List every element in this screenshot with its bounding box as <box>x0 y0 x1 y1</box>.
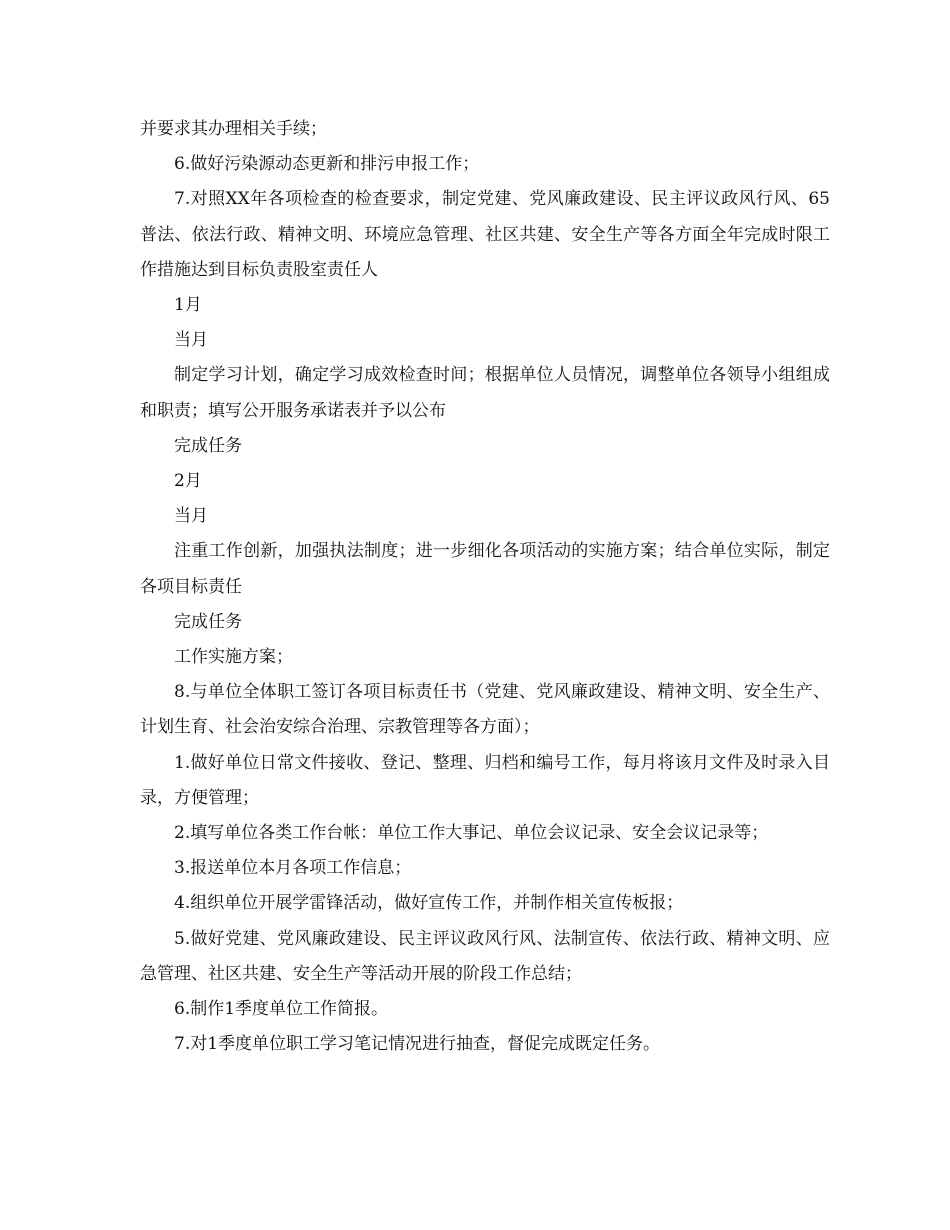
paragraph-item-5-summary: 5.做好党建、党风廉政建设、民主评议政风行风、法制宣传、依法行政、精神文明、应急管理、社区共建、安全生产等活动开展的阶段工作总结； <box>140 928 830 984</box>
paragraph-item-1-documents: 1.做好单位日常文件接收、登记、整理、归档和编号工作，每月将该月文件及时录入目录，方便管理； <box>140 752 830 808</box>
paragraph-plan-2: 注重工作创新，加强执法制度；进一步细化各项活动的实施方案；结合单位实际，制定各项目标责任 <box>140 541 830 597</box>
paragraph-complete-1: 完成任务 <box>174 435 242 456</box>
paragraph-implementation-plan: 工作实施方案； <box>174 647 293 668</box>
document-body <box>140 112 830 1062</box>
paragraph-item-3-information: 3.报送单位本月各项工作信息； <box>174 858 412 879</box>
paragraph-complete-2: 完成任务 <box>174 611 242 632</box>
paragraph-item-4-leifeng: 4.组织单位开展学雷锋活动，做好宣传工作，并制作相关宣传板报； <box>174 893 684 914</box>
paragraph-item-6-bulletin: 6.制作1季度单位工作简报。 <box>174 999 389 1020</box>
paragraph-item-7-notes-check: 7.对1季度单位职工学习笔记情况进行抽查，督促完成既定任务。 <box>174 1034 661 1055</box>
paragraph-current-month-1: 当月 <box>174 330 208 351</box>
paragraph-current-month-2: 当月 <box>174 506 208 527</box>
paragraph-continuation: 并要求其办理相关手续； <box>140 119 327 139</box>
paragraph-item-2-ledgers: 2.填写单位各类工作台帐：单位工作大事记、单位会议记录、安全会议记录等； <box>174 823 769 844</box>
paragraph-month-2: 2月 <box>174 471 202 492</box>
paragraph-item-8-responsibility: 8.与单位全体职工签订各项目标责任书（党建、党风廉政建设、精神文明、安全生产、计划生育、社会治安综合治理、宗教管理等各方面）； <box>140 682 830 738</box>
paragraph-item-6-pollution: 6.做好污染源动态更新和排污申报工作； <box>174 154 480 175</box>
paragraph-month-1: 1月 <box>174 295 202 316</box>
paragraph-item-7-inspection: 7.对照XX年各项检查的检查要求，制定党建、党风廉政建设、民主评议政风行风、65普法、依法行政、精神文明、环境应急管理、社区共建、安全生产等各方面全年完成时限工作措施达到目标负责股室责任人 <box>140 189 830 280</box>
paragraph-plan-1: 制定学习计划，确定学习成效检查时间；根据单位人员情况，调整单位各领导小组组成和职责；填写公开服务承诺表并予以公布 <box>140 365 830 421</box>
